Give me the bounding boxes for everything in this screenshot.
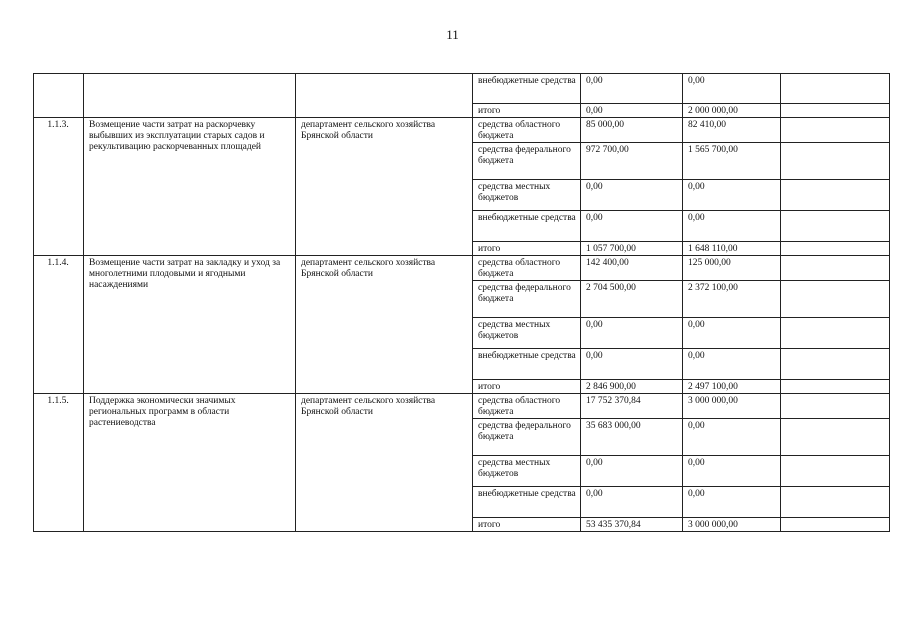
table-row bbox=[34, 74, 890, 104]
amount-value-2: 0,00 bbox=[683, 456, 781, 487]
amount-value-1: 972 700,00 bbox=[581, 143, 683, 180]
amount-value-1: 0,00 bbox=[581, 180, 683, 211]
row-num-cell bbox=[34, 74, 84, 118]
empty-cell bbox=[781, 74, 890, 104]
item-executor: департамент сельского хозяйства Брянской области bbox=[296, 394, 473, 532]
table-row bbox=[34, 118, 890, 143]
amount-value-2: 3 000 000,00 bbox=[683, 518, 781, 532]
empty-cell bbox=[781, 349, 890, 380]
empty-cell bbox=[781, 419, 890, 456]
amount-value-1: 0,00 bbox=[581, 349, 683, 380]
empty-cell bbox=[781, 281, 890, 318]
funding-source: итого bbox=[473, 518, 581, 532]
funding-source: внебюджетные средства bbox=[473, 74, 581, 104]
funding-source: средства федерального бюджета bbox=[473, 281, 581, 318]
amount-value-1: 0,00 bbox=[581, 74, 683, 104]
empty-cell bbox=[781, 180, 890, 211]
funding-source: средства областного бюджета bbox=[473, 118, 581, 143]
amount-value-2: 2 000 000,00 bbox=[683, 104, 781, 118]
funding-source: средства областного бюджета bbox=[473, 256, 581, 281]
funding-source: итого bbox=[473, 242, 581, 256]
funding-source: средства местных бюджетов bbox=[473, 180, 581, 211]
item-number: 1.1.5. bbox=[34, 394, 84, 532]
amount-value-1: 85 000,00 bbox=[581, 118, 683, 143]
table-row bbox=[34, 256, 890, 281]
item-executor: департамент сельского хозяйства Брянской области bbox=[296, 256, 473, 394]
amount-value-1: 2 704 500,00 bbox=[581, 281, 683, 318]
funding-source: внебюджетные средства bbox=[473, 487, 581, 518]
empty-cell bbox=[781, 487, 890, 518]
empty-cell bbox=[781, 242, 890, 256]
funding-source: внебюджетные средства bbox=[473, 211, 581, 242]
amount-value-2: 2 497 100,00 bbox=[683, 380, 781, 394]
amount-value-2: 0,00 bbox=[683, 487, 781, 518]
item-number: 1.1.4. bbox=[34, 256, 84, 394]
budget-table-body bbox=[34, 74, 890, 532]
item-executor: департамент сельского хозяйства Брянской области bbox=[296, 118, 473, 256]
item-name: Возмещение части затрат на раскорчевку выбывших из эксплуатации старых садов и рекультивацию раскорчеванных площадей bbox=[84, 118, 296, 256]
amount-value-2: 125 000,00 bbox=[683, 256, 781, 281]
item-name-cell bbox=[84, 74, 296, 118]
amount-value-1: 0,00 bbox=[581, 456, 683, 487]
amount-value-2: 2 372 100,00 bbox=[683, 281, 781, 318]
amount-value-1: 2 846 900,00 bbox=[581, 380, 683, 394]
funding-source: итого bbox=[473, 380, 581, 394]
empty-cell bbox=[781, 118, 890, 143]
amount-value-1: 17 752 370,84 bbox=[581, 394, 683, 419]
funding-source: средства областного бюджета bbox=[473, 394, 581, 419]
empty-cell bbox=[781, 456, 890, 487]
table-row bbox=[34, 394, 890, 419]
funding-source: итого bbox=[473, 104, 581, 118]
amount-value-1: 1 057 700,00 bbox=[581, 242, 683, 256]
empty-cell bbox=[781, 143, 890, 180]
amount-value-2: 82 410,00 bbox=[683, 118, 781, 143]
amount-value-1: 53 435 370,84 bbox=[581, 518, 683, 532]
item-name: Поддержка экономически значимых региональных программ в области растениеводства bbox=[84, 394, 296, 532]
amount-value-2: 0,00 bbox=[683, 180, 781, 211]
amount-value-2: 1 648 110,00 bbox=[683, 242, 781, 256]
page-number: 11 bbox=[446, 27, 459, 42]
item-number: 1.1.3. bbox=[34, 118, 84, 256]
empty-cell bbox=[781, 380, 890, 394]
funding-source: внебюджетные средства bbox=[473, 349, 581, 380]
amount-value-2: 0,00 bbox=[683, 318, 781, 349]
amount-value-1: 0,00 bbox=[581, 104, 683, 118]
funding-source: средства федерального бюджета bbox=[473, 419, 581, 456]
amount-value-1: 0,00 bbox=[581, 318, 683, 349]
amount-value-1: 142 400,00 bbox=[581, 256, 683, 281]
funding-source: средства федерального бюджета bbox=[473, 143, 581, 180]
empty-cell bbox=[781, 318, 890, 349]
amount-value-2: 3 000 000,00 bbox=[683, 394, 781, 419]
item-name: Возмещение части затрат на закладку и уход за многолетними плодовыми и ягодными насаждениями bbox=[84, 256, 296, 394]
funding-source: средства местных бюджетов bbox=[473, 318, 581, 349]
empty-cell bbox=[781, 256, 890, 281]
empty-cell bbox=[781, 394, 890, 419]
amount-value-2: 0,00 bbox=[683, 419, 781, 456]
amount-value-2: 0,00 bbox=[683, 211, 781, 242]
empty-cell bbox=[781, 104, 890, 118]
empty-cell bbox=[781, 518, 890, 532]
amount-value-2: 0,00 bbox=[683, 349, 781, 380]
funding-source: средства местных бюджетов bbox=[473, 456, 581, 487]
executor-cell bbox=[296, 74, 473, 118]
empty-cell bbox=[781, 211, 890, 242]
amount-value-2: 0,00 bbox=[683, 74, 781, 104]
amount-value-1: 35 683 000,00 bbox=[581, 419, 683, 456]
amount-value-1: 0,00 bbox=[581, 487, 683, 518]
amount-value-2: 1 565 700,00 bbox=[683, 143, 781, 180]
budget-table bbox=[33, 73, 890, 532]
amount-value-1: 0,00 bbox=[581, 211, 683, 242]
